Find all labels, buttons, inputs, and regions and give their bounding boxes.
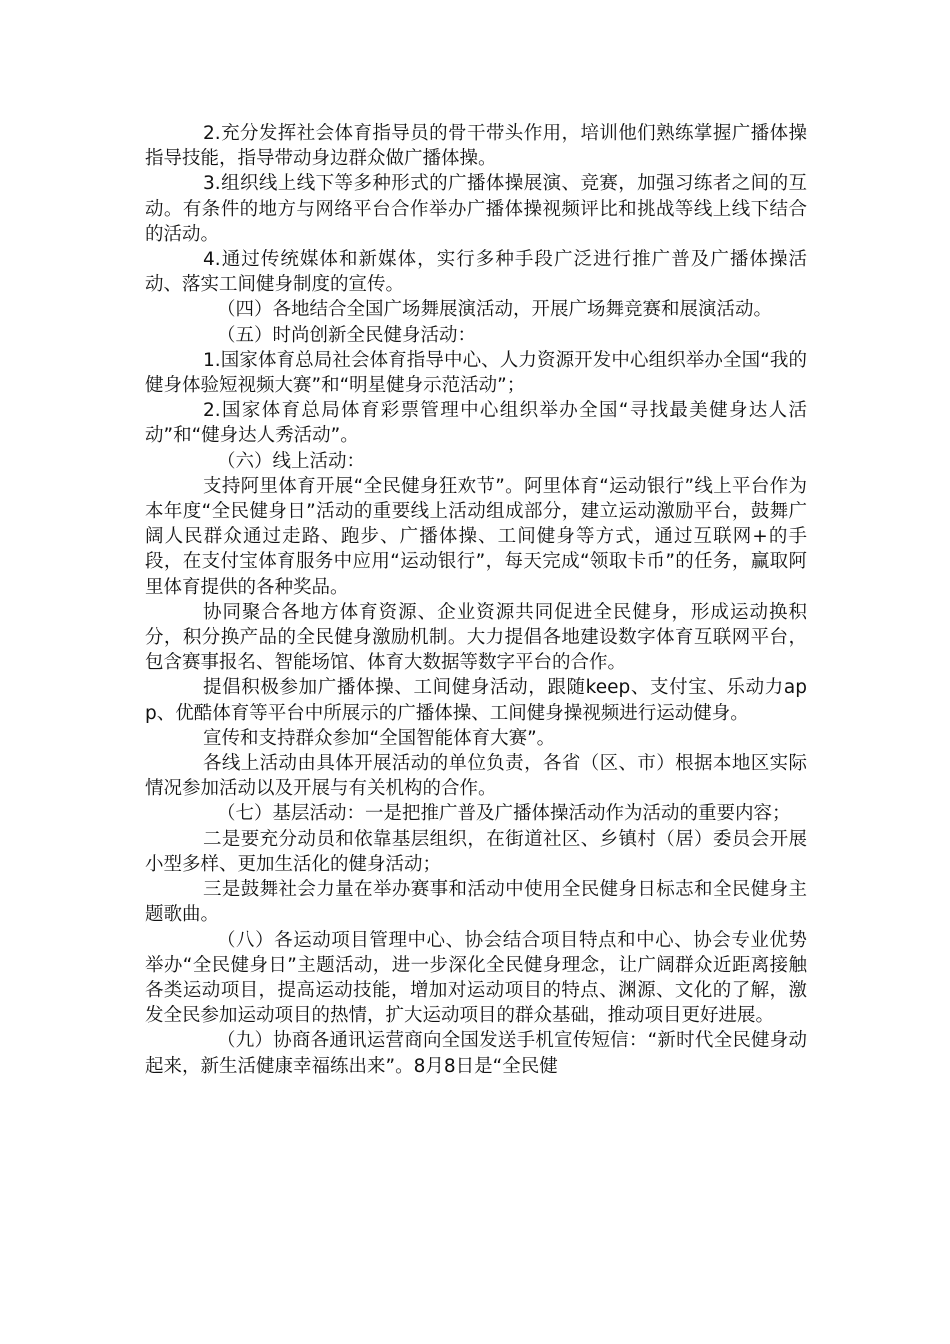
paragraph-section-8: （八）各运动项目管理中心、协会结合项目特点和中心、协会专业优势举办“全民健身日”主题活动，进一步深化全民健身理念，让广阔群众近距离接触各类运动项目，提高运动技能，增加对运动项目的特点、渊源、文化的了解，激发全民参加运动项目的热情，扩大运动项目的群众基础，推动项目更好进展。 — [145, 929, 807, 1027]
paragraph-section-6: （六）线上活动： — [217, 450, 366, 472]
paragraph-grassroots-2: 二是要充分动员和依靠基层组织，在街道社区、乡镇村（居）委员会开展小型多样、更加生活化的健身活动； — [145, 828, 807, 875]
paragraph-item-5-1: 1.国家体育总局社会体育指导中心、人力资源开发中心组织举办全国“我的健身体验短视频大赛”和“明星健身示范活动”； — [145, 349, 807, 397]
paragraph-item-2: 2.充分发挥社会体育指导员的骨干带头作用，培训他们熟练掌握广播体操指导技能，指导带动身边群众做广播体操。 — [145, 123, 807, 170]
paragraph-item-4: 4.通过传统媒体和新媒体，实行多种手段广泛进行推广普及广播体操活动、落实工间健身制度的宣传。 — [145, 249, 807, 296]
paragraph-section-4: （四）各地结合全国广场舞展演活动，开展广场舞竞赛和展演活动。 — [217, 299, 773, 321]
paragraph-section-7: （七）基层活动：一是把推广普及广播体操活动作为活动的重要内容； — [217, 803, 791, 825]
paragraph-smart-sports: 宣传和支持群众参加“全国智能体育大赛”。 — [203, 727, 556, 749]
paragraph-section-9: （九）协商各通讯运营商向全国发送手机宣传短信：“新时代全民健身动起来，新生活健康幸福练出来”。8月8日是“全民健 — [145, 1030, 807, 1077]
paragraph-item-3: 3.组织线上线下等多种形式的广播体操展演、竞赛，加强习练者之间的互动。有条件的地方与网络平台合作举办广播体操视频评比和挑战等线上线下结合的活动。 — [145, 173, 807, 245]
paragraph-item-5-2: 2.国家体育总局体育彩票管理中心组织举办全国“寻找最美健身达人活动”和“健身达人秀活动”。 — [145, 400, 807, 447]
paragraph-platforms: 提倡积极参加广播体操、工间健身活动，跟随keep、支付宝、乐动力app、优酷体育等平台中所展示的广播体操、工间健身操视频进行运动健身。 — [145, 677, 807, 724]
paragraph-section-5: （五）时尚创新全民健身活动： — [217, 324, 477, 346]
document-body — [145, 121, 807, 1079]
paragraph-resources: 协同聚合各地方体育资源、企业资源共同促进全民健身，形成运动换积分，积分换产品的全民健身激励机制。大力提倡各地建设数字体育互联网平台，包含赛事报名、智能场馆、体育大数据等数字平台的合作。 — [145, 601, 807, 674]
paragraph-responsibility: 各线上活动由具体开展活动的单位负责，各省（区、市）根据本地区实际情况参加活动以及开展与有关机构的合作。 — [145, 753, 807, 800]
paragraph-alisports: 支持阿里体育开展“全民健身狂欢节”。阿里体育“运动银行”线上平台作为本年度“全民健身日”活动的重要线上活动组成部分，建立运动激励平台，鼓舞广阔人民群众通过走路、跑步、广播体操、工间健身等方式，通过互联网+的手段，在支付宝体育服务中应用“运动银行”，每天完成“领取卡币”的任务，赢取阿里体育提供的各种奖品。 — [145, 475, 807, 598]
paragraph-grassroots-3: 三是鼓舞社会力量在举办赛事和活动中使用全民健身日标志和全民健身主题歌曲。 — [145, 879, 807, 926]
